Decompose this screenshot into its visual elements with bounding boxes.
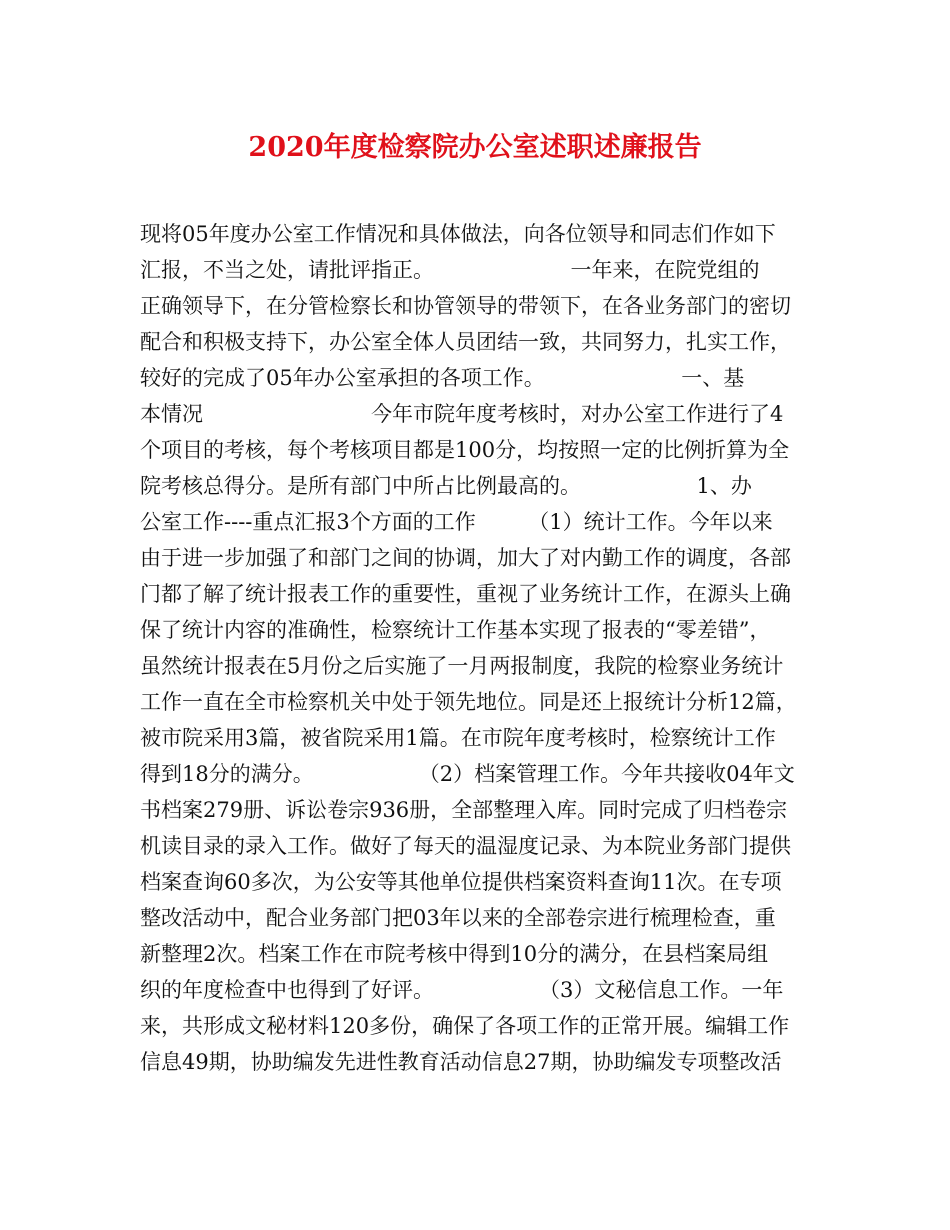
body-line: 新整理2次。档案工作在市院考核中得到10分的满分，在县档案局组 bbox=[140, 942, 769, 966]
body-line: 整改活动中，配合业务部门把03年以来的全部卷宗进行梳理检查，重 bbox=[140, 906, 776, 930]
document-title: 2020年度检察院办公室述职述廉报告 bbox=[248, 132, 702, 163]
body-line: 档案查询60多次，为公安等其他单位提供档案资料查询11次。在专项 bbox=[140, 870, 782, 894]
body-line: 书档案279册、诉讼卷宗936册，全部整理入库。同时完成了归档卷宗 bbox=[140, 798, 788, 822]
body-line: 较好的完成了05年办公室承担的各项工作。 一、基 bbox=[140, 366, 745, 390]
body-line: 织的年度检查中也得到了好评。 （3）文秘信息工作。一年 bbox=[140, 978, 784, 1002]
document-body bbox=[140, 216, 810, 1080]
body-line: 信息49期，协助编发先进性教育活动信息27期，协助编发专项整改活 bbox=[140, 1050, 782, 1074]
body-line: 保了统计内容的准确性，检察统计工作基本实现了报表的“零差错”， bbox=[140, 618, 771, 642]
body-line: 来，共形成文秘材料120多份，确保了各项工作的正常开展。编辑工作 bbox=[140, 1014, 790, 1038]
body-line: 院考核总得分。是所有部门中所占比例最高的。 1、办 bbox=[140, 474, 752, 498]
body-line: 门都了解了统计报表工作的重要性，重视了业务统计工作，在源头上确 bbox=[140, 582, 791, 606]
body-line: 被市院采用3篇，被省院采用1篇。在市院年度考核时，检察统计工作 bbox=[140, 726, 776, 750]
body-line: 正确领导下，在分管检察长和协管领导的带领下，在各业务部门的密切 bbox=[140, 294, 791, 318]
body-line: 本情况 今年市院年度考核时，对办公室工作进行了4 bbox=[140, 402, 784, 426]
body-line: 公室工作----重点汇报3个方面的工作 （1）统计工作。今年以来 bbox=[140, 510, 773, 534]
body-line: 机读目录的录入工作。做好了每天的温湿度记录、为本院业务部门提供 bbox=[140, 834, 791, 858]
body-line: 配合和积极支持下，办公室全体人员团结一致，共同努力，扎实工作， bbox=[140, 330, 791, 354]
body-line: 汇报，不当之处，请批评指正。 一年来，在院党组的 bbox=[140, 258, 760, 282]
body-line: 虽然统计报表在5月份之后实施了一月两报制度，我院的检察业务统计 bbox=[140, 654, 784, 678]
body-line: 现将05年度办公室工作情况和具体做法，向各位领导和同志们作如下 bbox=[140, 222, 776, 246]
body-line: 个项目的考核，每个考核项目都是100分，均按照一定的比例折算为全 bbox=[140, 438, 790, 462]
body-line: 由于进一步加强了和部门之间的协调，加大了对内勤工作的调度，各部 bbox=[140, 546, 791, 570]
body-line: 工作一直在全市检察机关中处于领先地位。同是还上报统计分析12篇， bbox=[140, 690, 797, 714]
body-line: 得到18分的满分。 （2）档案管理工作。今年共接收04年文 bbox=[140, 762, 795, 786]
